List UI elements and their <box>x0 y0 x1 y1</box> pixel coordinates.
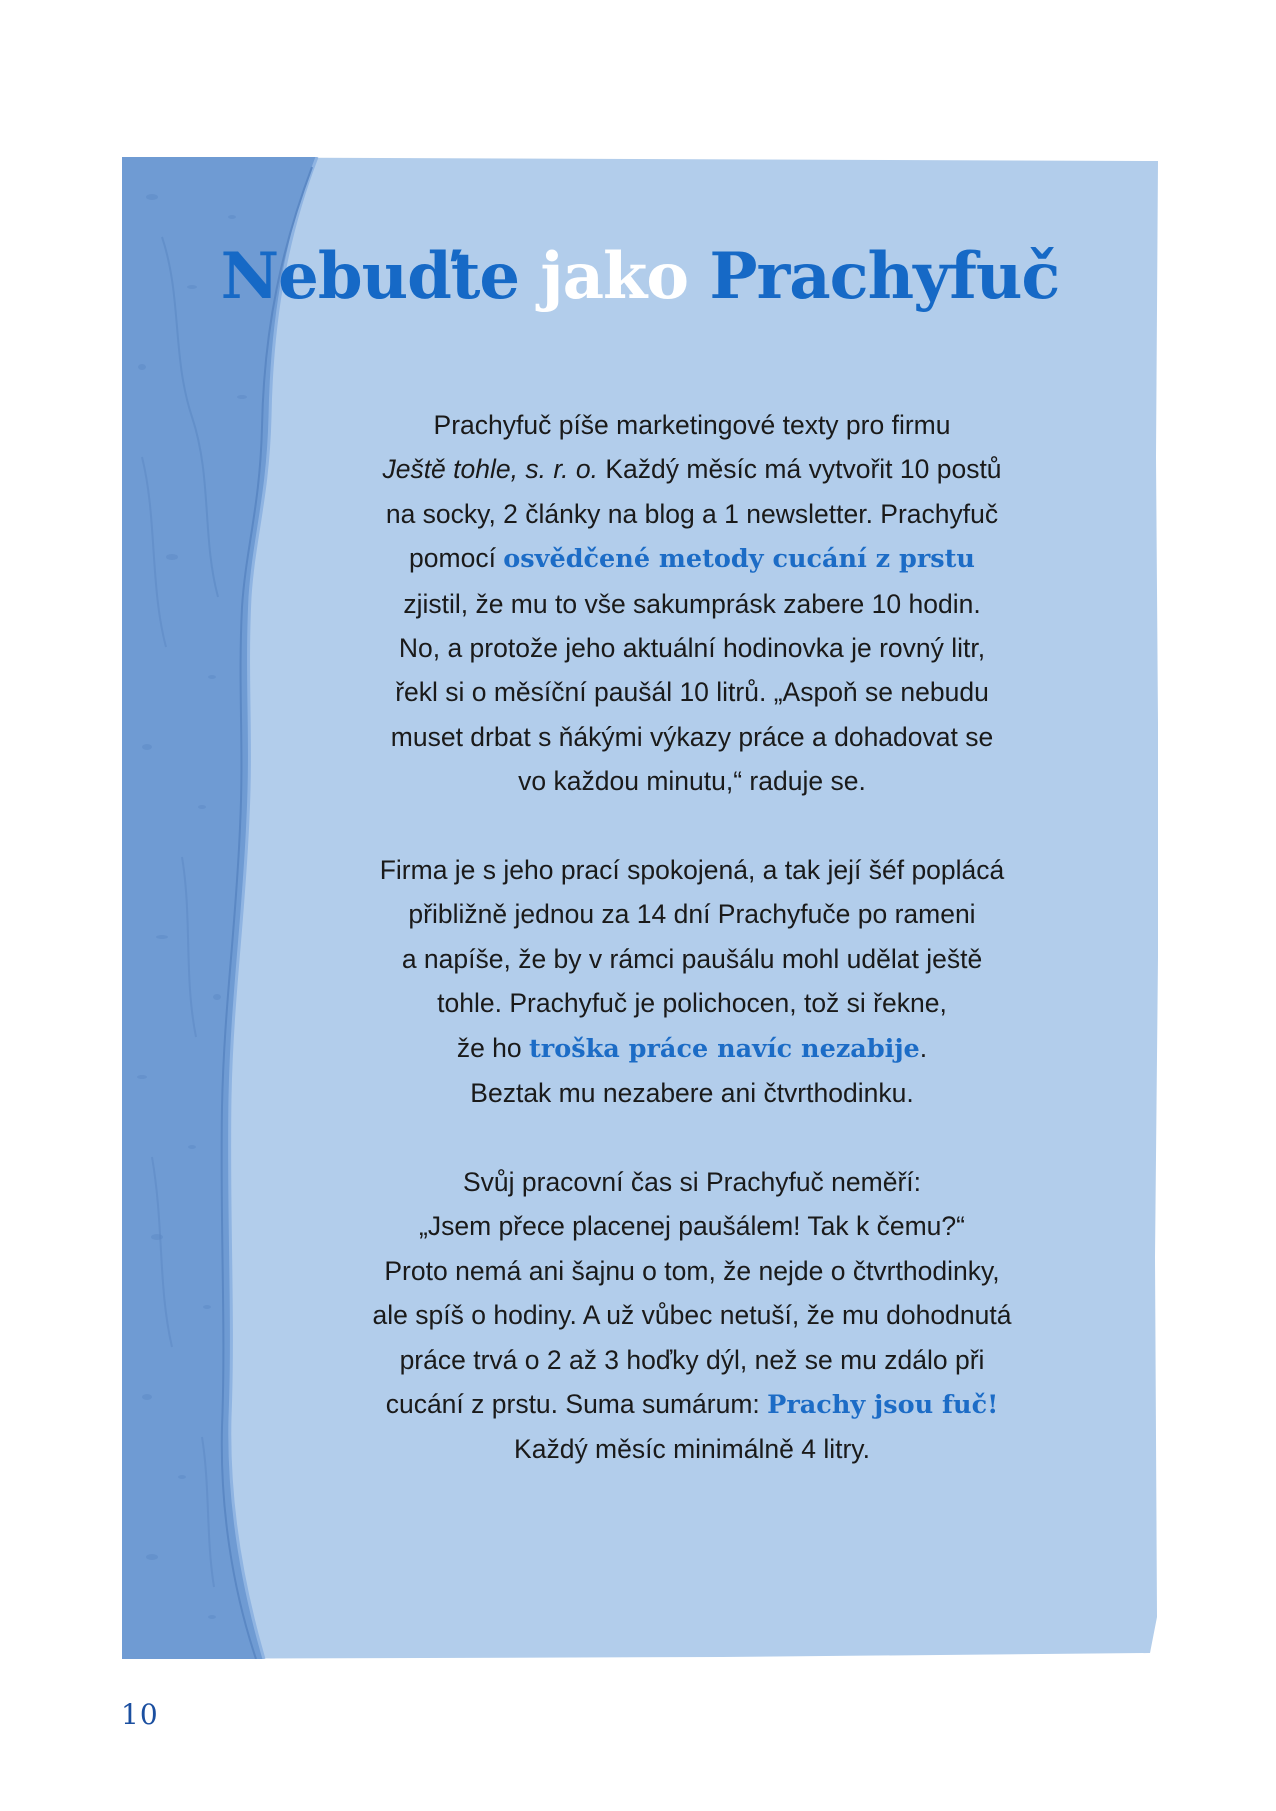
text-line <box>272 1338 1112 1382</box>
text-line <box>272 1293 1112 1337</box>
article-body <box>272 403 1112 1516</box>
paragraph <box>272 848 1112 1115</box>
title-part-1: Nebuďte <box>220 239 520 314</box>
italic-phrase: Ještě tohle, s. r. o. <box>382 454 598 485</box>
text-segment: Svůj pracovní čas si Prachyfuč neměří: <box>462 1166 922 1197</box>
text-segment: Proto nemá ani šajnu o tom, že nejde o čtvrthodinky, <box>384 1255 1000 1286</box>
text-segment: . <box>919 1032 928 1063</box>
text-line <box>272 403 1112 447</box>
text-line <box>272 1382 1112 1427</box>
text-segment: „Jsem přece placenej paušálem! Tak k čemu?“ <box>419 1211 965 1242</box>
text-line <box>272 1249 1112 1293</box>
text-segment: muset drbat s ňákými výkazy práce a dohadovat se <box>390 721 994 752</box>
text-segment: vo každou minutu,“ raduje se. <box>518 766 866 797</box>
highlighted-phrase: osvědčené metody cucání z prstu <box>503 544 975 575</box>
text-line <box>272 1204 1112 1248</box>
text-line <box>272 670 1112 714</box>
paragraph <box>272 403 1112 804</box>
page-number: 10 <box>121 1698 159 1731</box>
text-segment: tohle. Prachyfuč je polichocen, tož si řekne, <box>437 988 947 1019</box>
text-segment: Firma je s jeho prací spokojená, a tak její šéf poplácá <box>379 855 1005 886</box>
text-line <box>272 937 1112 981</box>
text-line <box>272 981 1112 1025</box>
title-part-3: Prachyfuč <box>709 239 1060 314</box>
text-segment: Prachyfuč píše marketingové texty pro firmu <box>433 410 951 440</box>
text-segment: cucání z prstu. Suma sumárum: <box>385 1388 768 1419</box>
text-line <box>272 1427 1112 1471</box>
text-segment: Každý měsíc má vytvořit 10 postů <box>598 454 1002 485</box>
text-segment: přibližně jednou za 14 dní Prachyfuče po rameni <box>408 899 976 930</box>
text-line <box>272 848 1112 892</box>
text-segment: Každý měsíc minimálně 4 litry. <box>514 1434 870 1465</box>
content-panel <box>122 157 1158 1659</box>
page-title <box>122 239 1158 316</box>
text-segment: ale spíš o hodiny. A už vůbec netuší, že mu dohodnutá <box>372 1300 1012 1331</box>
text-line <box>272 492 1112 536</box>
text-segment: řekl si o měsíční paušál 10 litrů. „Aspoň se nebudu <box>395 677 989 708</box>
text-line <box>272 759 1112 803</box>
text-line <box>272 1026 1112 1071</box>
text-line <box>272 626 1112 670</box>
text-line <box>272 536 1112 581</box>
title-part-2: jako <box>540 239 689 314</box>
text-segment: pomocí <box>409 543 504 574</box>
highlighted-phrase: Prachy jsou fuč! <box>767 1389 999 1420</box>
text-segment: a napíše, že by v rámci paušálu mohl udělat ještě <box>401 943 983 974</box>
highlighted-phrase: troška práce navíc nezabije <box>529 1033 920 1064</box>
text-segment: že ho <box>456 1032 530 1063</box>
text-segment: zjistil, že mu to vše sakumprásk zabere 10 hodin. <box>403 588 981 619</box>
paragraph <box>272 1160 1112 1472</box>
text-line <box>272 447 1112 491</box>
text-segment: na socky, 2 články na blog a 1 newsletter. Prachyfuč <box>385 498 999 529</box>
text-line <box>272 715 1112 759</box>
text-line <box>272 1160 1112 1204</box>
text-line <box>272 892 1112 936</box>
text-segment: Beztak mu nezabere ani čtvrthodinku. <box>470 1078 914 1109</box>
text-line <box>272 1071 1112 1115</box>
text-segment: No, a protože jeho aktuální hodinovka je rovný litr, <box>398 633 986 664</box>
text-line <box>272 582 1112 626</box>
text-segment: práce trvá o 2 až 3 hoďky dýl, než se mu zdálo při <box>399 1344 985 1375</box>
